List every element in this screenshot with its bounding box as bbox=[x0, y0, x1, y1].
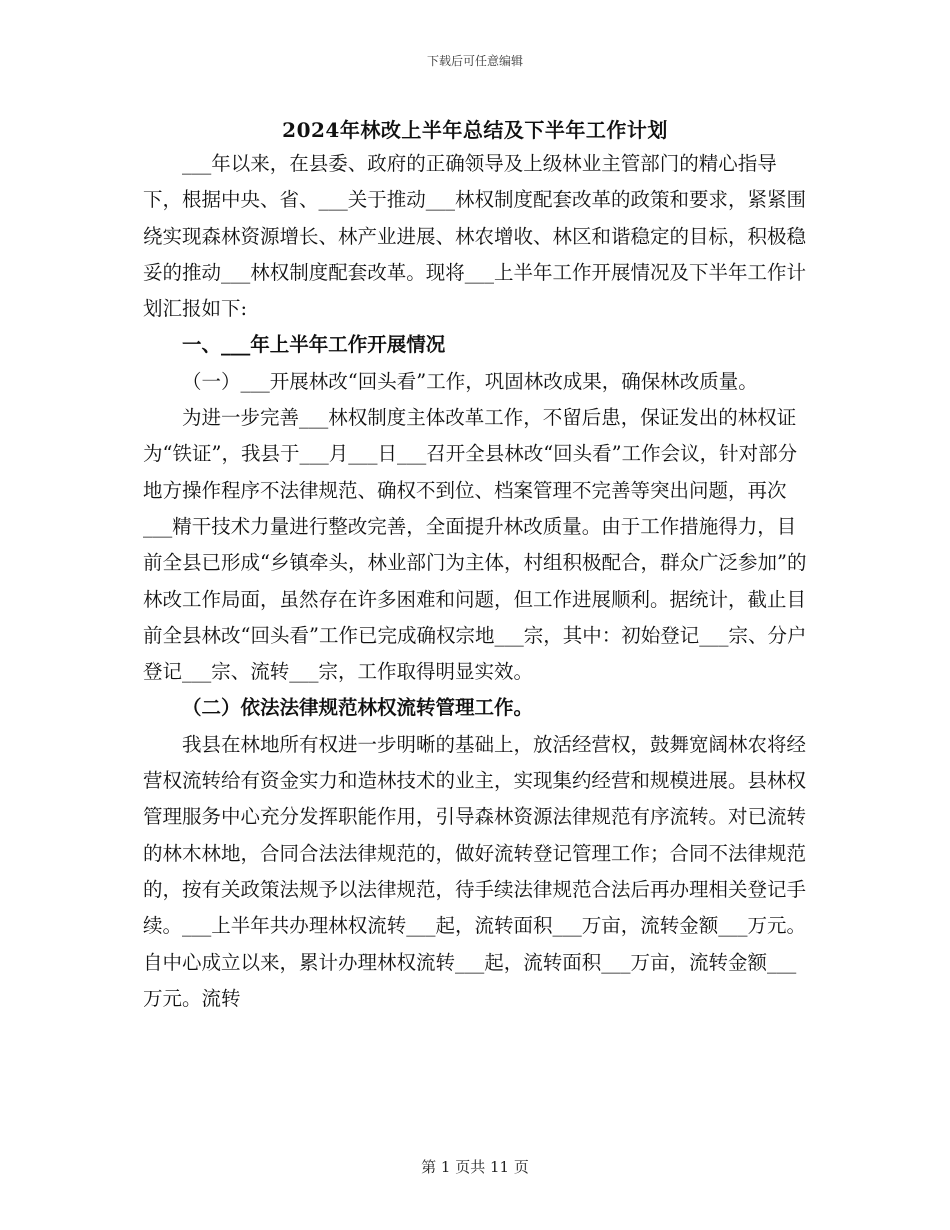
section-heading-1: 一、___年上半年工作开展情况 bbox=[182, 333, 446, 357]
page-number: 第 1 页共 11 页 bbox=[421, 1158, 529, 1176]
subsection-heading-2: （二）依法法律规范林权流转管理工作。 bbox=[182, 696, 534, 720]
header-note: 下载后可任意编辑 bbox=[426, 54, 523, 68]
paragraph-transfer-management: 我县在林地所有权进一步明晰的基础上，放活经营权，鼓舞宽阔林农将经营权流转给有资金实力和造林技术的业主，实现集约经营和规模进展。县林权管理服务中心充分发挥职能作用，引导森林资源法律规范有序流转。对已流转的林木林地，合同合法法律规范的，做好流转登记管理工作；合同不法律规范的，按有关政策法规予以法律规范，待手续法律规范合法后再办理相关登记手续。___上半年共办理林权流转___起，流转面积___万亩，流转金额___万元。自中心成立以来，累计办理林权流转___起，流转面积___万亩，流转金额___万元。流转 bbox=[143, 732, 807, 1010]
paragraph-review-work: 为进一步完善___林权制度主体改革工作，不留后患，保证发出的林权证为“铁证”，我县于___月___日___召开全县林改“回头看”工作会议，针对部分地方操作程序不法律规范、确权不到位、档案管理不完善等突出问题，再次___精干技术力量进行整改完善，全面提升林改质量。由于工作措施得力，目前全县已形成“乡镇牵头，林业部门为主体，村组积极配合，群众广泛参加”的林改工作局面，虽然存在许多困难和问题，但工作进展顺利。据统计，截止目前全县林改“回头看”工作已完成确权宗地___宗，其中：初始登记___宗、分户登记___宗、流转___宗，工作取得明显实效。 bbox=[143, 406, 807, 684]
document-title: 2024年林改上半年总结及下半年工作计划 bbox=[282, 118, 668, 142]
subsection-heading-1: （一）___开展林改“回头看”工作，巩固林改成果，确保林改质量。 bbox=[182, 369, 758, 393]
document-body bbox=[143, 146, 808, 1017]
intro-paragraph: ___年以来，在县委、政府的正确领导及上级林业主管部门的精心指导下，根据中央、省、___关于推动___林权制度配套改革的政策和要求，紧紧围绕实现森林资源增长、林产业进展、林农增收、林区和谐稳定的目标，积极稳妥的推动___林权制度配套改革。现将___上半年工作开展情况及下半年工作计划汇报如下: bbox=[143, 152, 807, 321]
